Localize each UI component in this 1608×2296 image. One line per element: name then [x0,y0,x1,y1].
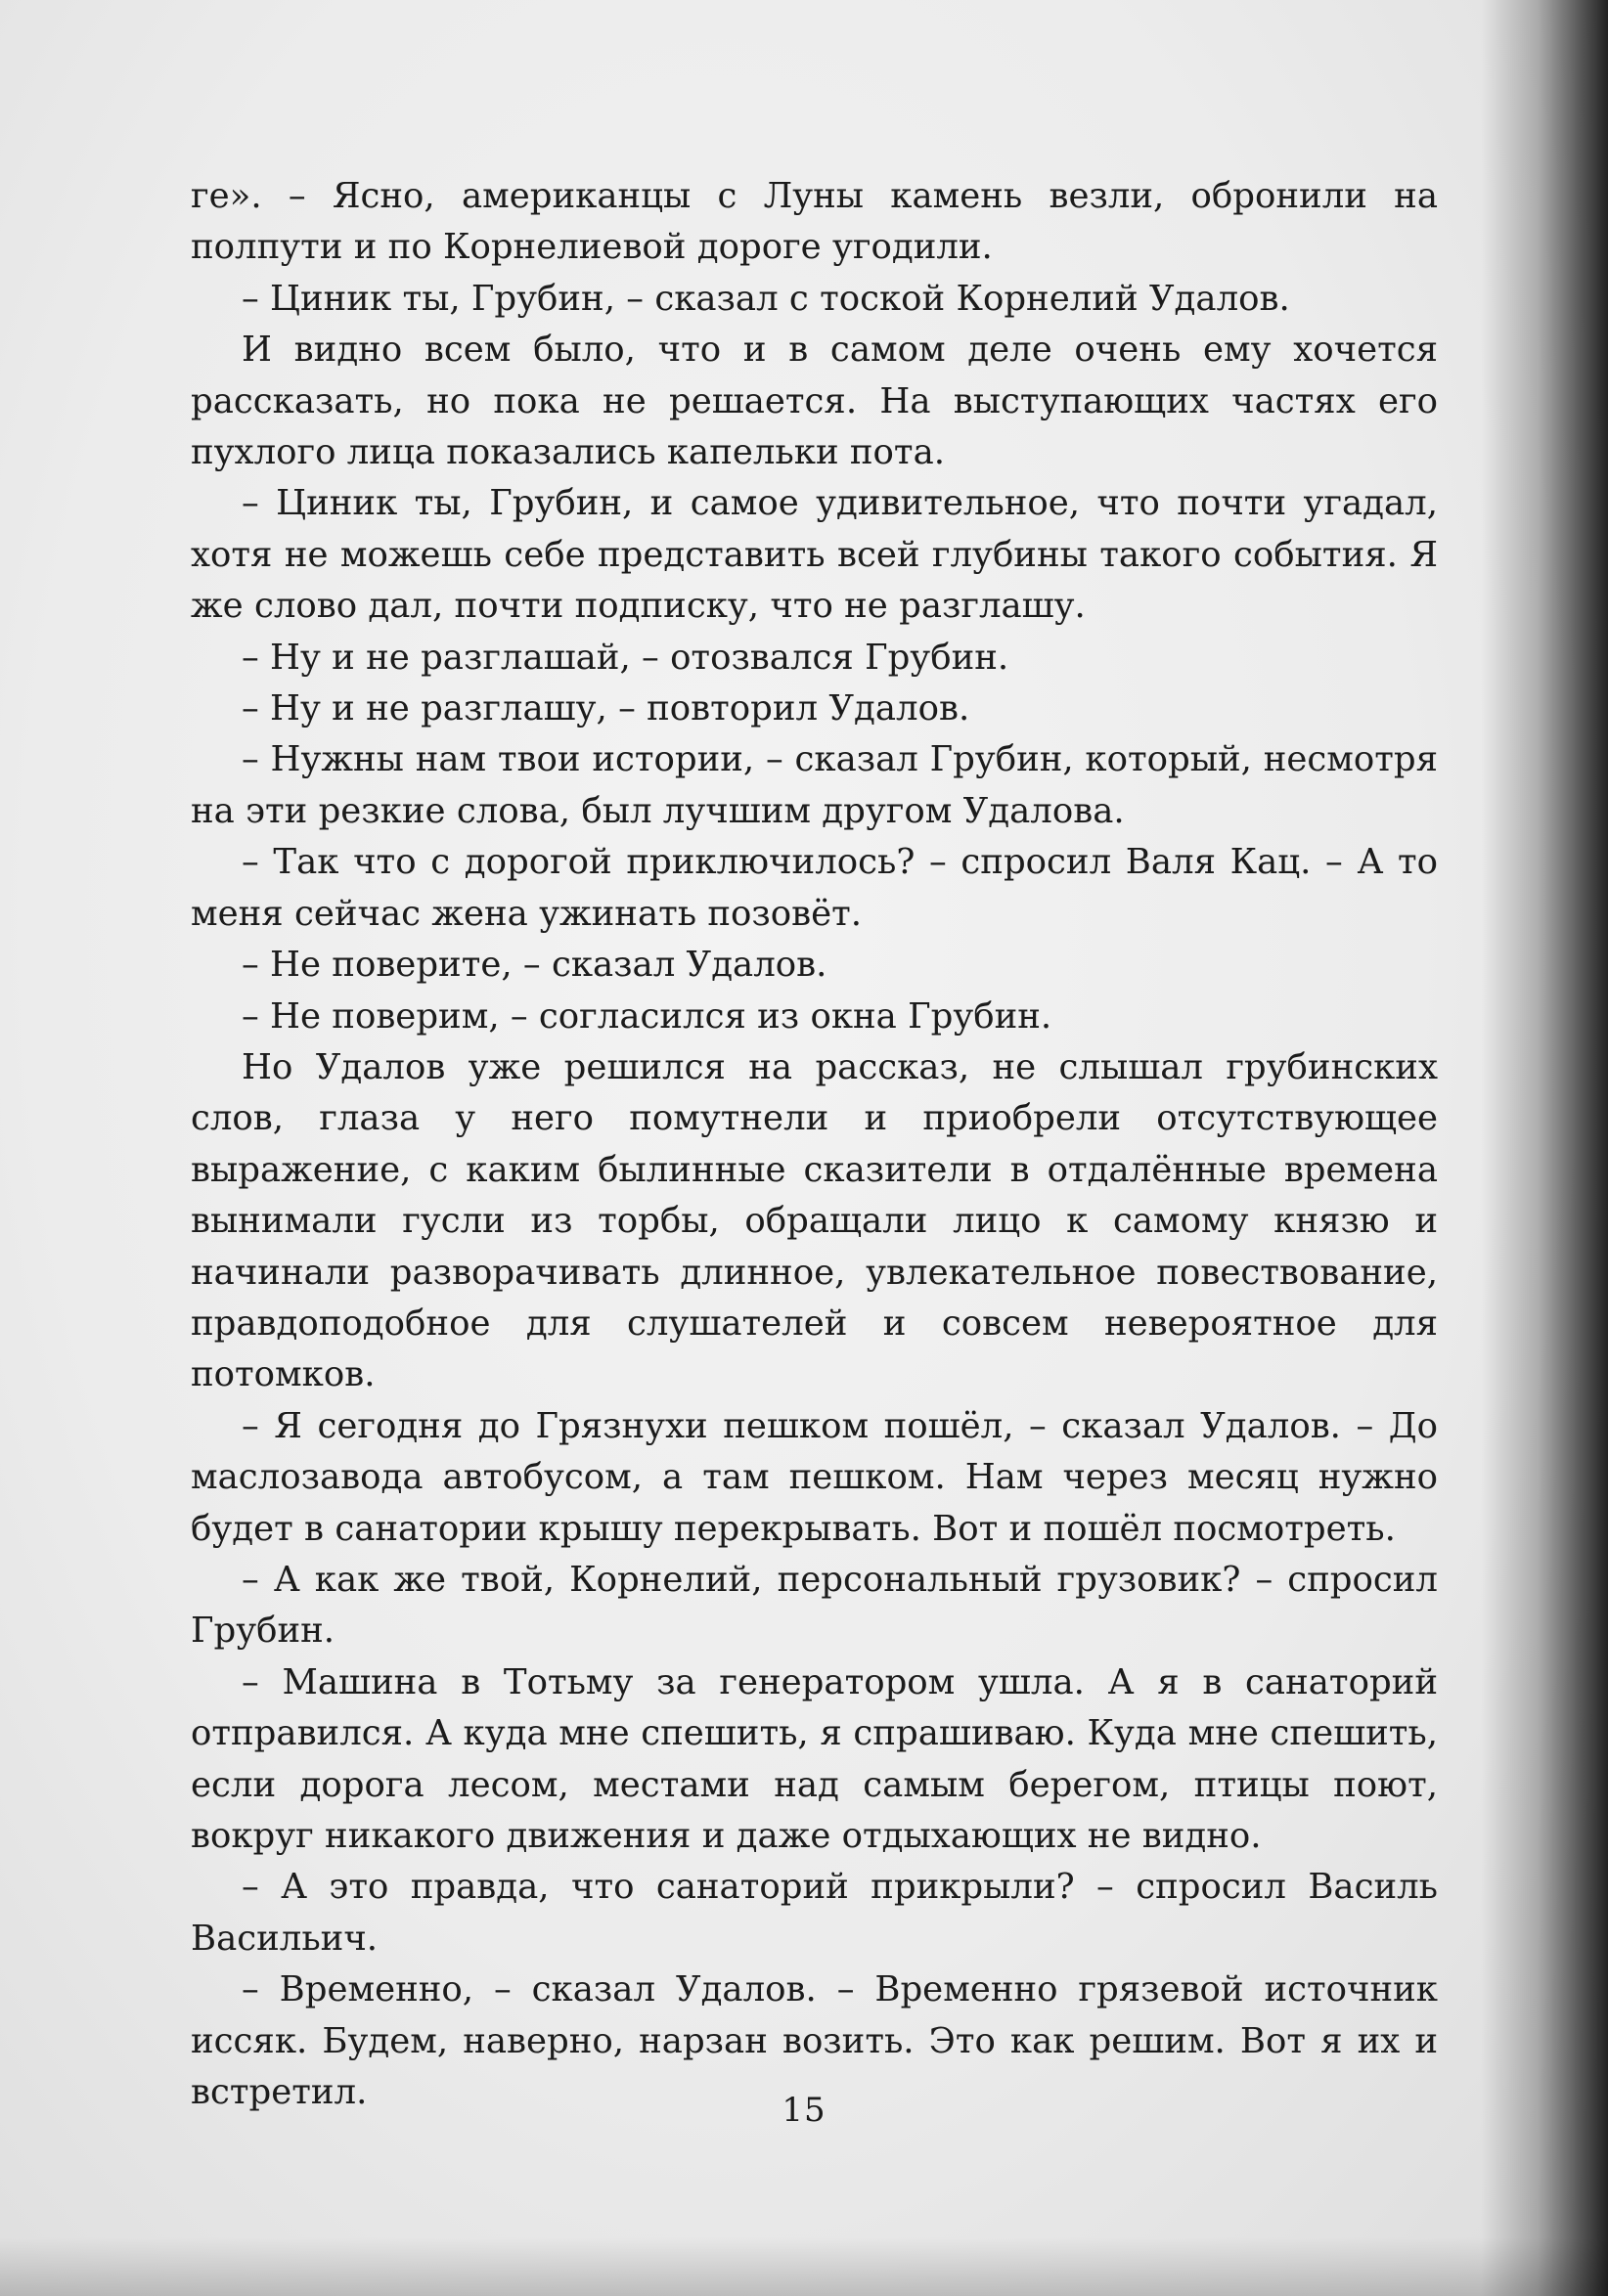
paragraph: И видно всем было, что и в самом деле очень ему хочется рассказать, но пока не решается. На выступающих частях его пухлого лица показались капельки пота. [191,330,1438,473]
paragraph: – Временно, – сказал Удалов. – Временно грязевой источник иссяк. Будем, наверно, нарзан возить. Это как решим. Вот я их и встретил. [191,1969,1438,2113]
binding-shadow [1481,0,1608,2296]
paragraph: – А это правда, что санаторий прикрыли? – спросил Василь Васильич. [191,1867,1438,1959]
paragraph: – Я сегодня до Грязнухи пешком пошёл, – сказал Удалов. – До маслозавода автобусом, а там пешком. Нам через месяц нужно будет в санатории крышу перекрывать. Вот и пошёл посмотреть. [191,1405,1438,1549]
paragraph: – Так что с дорогой приключилось? – спросил Валя Кац. – А то меня сейчас жена ужинать позовёт. [191,842,1438,934]
page-number: 15 [782,2091,826,2130]
paragraph: – Ну и не разглашу, – повторил Удалов. [242,688,970,729]
paragraph: Но Удалов уже решился на рассказ, не слышал грубинских слов, глаза у него помутнели и приобрели отсутствующее выражение, с каким былинные сказители в отдалённые времена вынимали гусли из торбы, обращали лицо к самому князю и начинали разворачивать длинное, увлекательное повествование, правдоподобное для слушателей и совсем невероятное для потомков. [191,1046,1438,1395]
paragraph: – А как же твой, Корнелий, персональный грузовик? – спросил Грубин. [191,1559,1438,1652]
paragraph: – Машина в Тотьму за генератором ушла. А я в санаторий отправился. А куда мне спешить, я спрашиваю. Куда мне спешить, если дорога лесом, местами над самым берегом, птицы поют, вокруг никакого движения и даже отдыхающих не видно. [191,1661,1438,1856]
paragraph: – Не поверите, – сказал Удалов. [242,945,827,986]
paragraph: – Ну и не разглашай, – отозвался Грубин. [242,637,1009,678]
paragraph: – Не поверим, – согласился из окна Грубин. [242,995,1052,1037]
paragraph: – Нужны нам твои истории, – сказал Грубин, который, несмотря на эти резкие слова, был лучшим другом Удалова. [191,739,1438,831]
paragraph: – Циник ты, Грубин, – сказал с тоской Корнелий Удалов. [242,278,1290,319]
page-edge-shadow [0,2237,1608,2296]
body-text [191,171,1438,2118]
paragraph: ге». – Ясно, американцы с Луны камень везли, обронили на полпути и по Корнелиевой дороге угодили. [191,176,1438,268]
paragraph: – Циник ты, Грубин, и самое удивительное, что почти угадал, хотя не можешь себе представить всей глубины такого события. Я же слово дал, почти подписку, что не разглашу. [191,483,1438,627]
